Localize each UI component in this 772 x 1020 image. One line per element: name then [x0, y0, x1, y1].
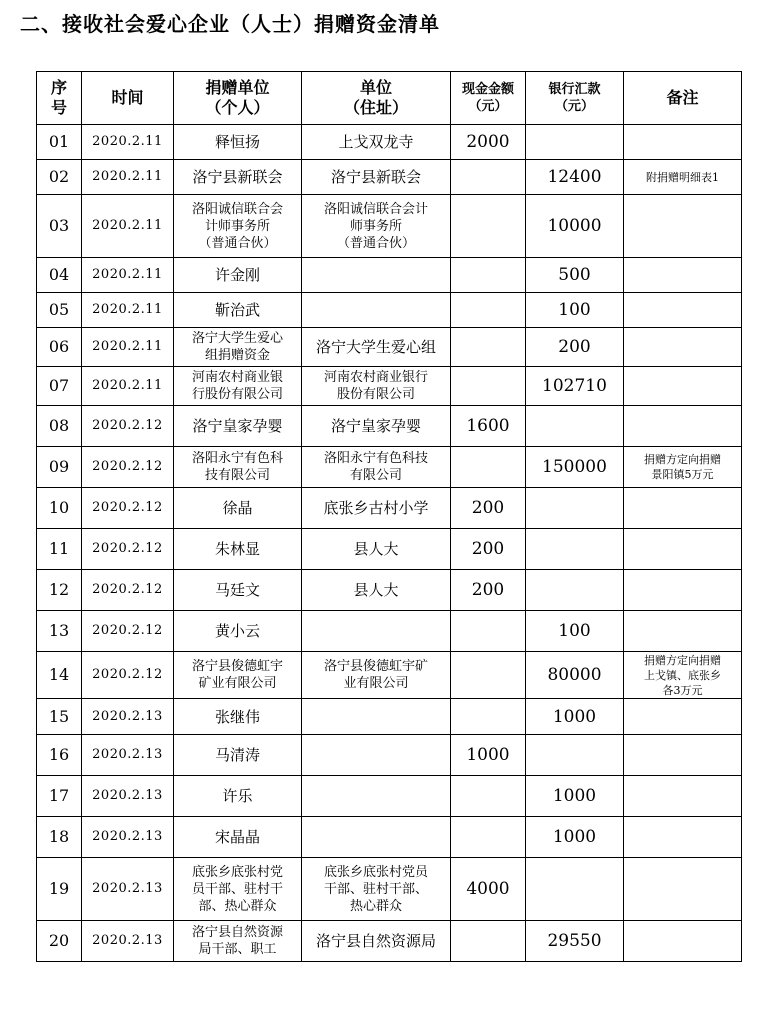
cell-date: 2020.2.11: [82, 125, 174, 160]
table-row: [37, 817, 742, 858]
cell-unit: [302, 258, 451, 293]
cell-note: [624, 817, 742, 858]
cell-date: 2020.2.13: [82, 776, 174, 817]
cell-note: [624, 195, 742, 258]
cell-note: [624, 293, 742, 328]
cell-note: [624, 367, 742, 406]
cell-note: [624, 529, 742, 570]
cell-no: 07: [37, 367, 82, 406]
table-row: [37, 160, 742, 195]
cell-note: [624, 776, 742, 817]
cell-no: 16: [37, 735, 82, 776]
cell-cash: 1000: [451, 735, 526, 776]
cell-no: 20: [37, 921, 82, 962]
cell-cash: [451, 258, 526, 293]
cell-no: 03: [37, 195, 82, 258]
cell-note: [624, 858, 742, 921]
cell-unit: 洛宁县自然资源局: [302, 921, 451, 962]
table-header-row: [37, 72, 742, 125]
cell-date: 2020.2.12: [82, 611, 174, 652]
cell-no: 19: [37, 858, 82, 921]
cell-unit: [302, 776, 451, 817]
cell-date: 2020.2.13: [82, 817, 174, 858]
cell-unit: [302, 817, 451, 858]
table-row: [37, 611, 742, 652]
cell-no: 05: [37, 293, 82, 328]
cell-bank: [526, 529, 624, 570]
cell-cash: 200: [451, 529, 526, 570]
cell-donor: 洛阳永宁有色科 技有限公司: [174, 447, 302, 488]
cell-bank: 100: [526, 611, 624, 652]
table-row: [37, 328, 742, 367]
cell-cash: [451, 652, 526, 699]
cell-no: 15: [37, 699, 82, 735]
cell-donor: 洛宁皇家孕婴: [174, 406, 302, 447]
cell-unit: 洛宁大学生爱心组: [302, 328, 451, 367]
cell-unit: 河南农村商业银行 股份有限公司: [302, 367, 451, 406]
cell-cash: 1600: [451, 406, 526, 447]
cell-donor: 马廷文: [174, 570, 302, 611]
cell-no: 10: [37, 488, 82, 529]
cell-cash: [451, 699, 526, 735]
cell-note: [624, 328, 742, 367]
cell-donor: 马清涛: [174, 735, 302, 776]
cell-unit: [302, 611, 451, 652]
cell-cash: [451, 611, 526, 652]
cell-note: [624, 406, 742, 447]
cell-donor: 朱林显: [174, 529, 302, 570]
cell-cash: [451, 921, 526, 962]
cell-no: 08: [37, 406, 82, 447]
table-row: [37, 406, 742, 447]
table-row: [37, 293, 742, 328]
cell-no: 14: [37, 652, 82, 699]
cell-bank: 150000: [526, 447, 624, 488]
cell-cash: [451, 160, 526, 195]
cell-date: 2020.2.13: [82, 921, 174, 962]
cell-cash: [451, 776, 526, 817]
table-row: [37, 125, 742, 160]
table-row: [37, 367, 742, 406]
cell-date: 2020.2.12: [82, 406, 174, 447]
cell-donor: 许乐: [174, 776, 302, 817]
header-bank: 银行汇款 （元）: [526, 72, 624, 125]
cell-note: 附捐赠明细表1: [624, 160, 742, 195]
cell-date: 2020.2.12: [82, 529, 174, 570]
cell-unit: 县人大: [302, 570, 451, 611]
cell-date: 2020.2.12: [82, 488, 174, 529]
cell-bank: 500: [526, 258, 624, 293]
cell-date: 2020.2.11: [82, 293, 174, 328]
cell-no: 04: [37, 258, 82, 293]
cell-bank: [526, 125, 624, 160]
cell-no: 13: [37, 611, 82, 652]
cell-date: 2020.2.12: [82, 570, 174, 611]
cell-no: 17: [37, 776, 82, 817]
cell-note: [624, 258, 742, 293]
table-row: [37, 652, 742, 699]
cell-date: 2020.2.12: [82, 447, 174, 488]
header-time: 时间: [82, 72, 174, 125]
cell-bank: 100: [526, 293, 624, 328]
cell-cash: [451, 195, 526, 258]
cell-donor: 洛阳诚信联合会 计师事务所 （普通合伙）: [174, 195, 302, 258]
table-row: [37, 488, 742, 529]
header-unit: 单位 （住址）: [302, 72, 451, 125]
header-note: 备注: [624, 72, 742, 125]
cell-unit: [302, 293, 451, 328]
cell-date: 2020.2.11: [82, 367, 174, 406]
cell-cash: 200: [451, 488, 526, 529]
cell-date: 2020.2.13: [82, 858, 174, 921]
header-cash: 现金金额 （元）: [451, 72, 526, 125]
cell-no: 11: [37, 529, 82, 570]
table-row: [37, 858, 742, 921]
cell-donor: 河南农村商业银 行股份有限公司: [174, 367, 302, 406]
cell-unit: 底张乡古村小学: [302, 488, 451, 529]
cell-cash: [451, 293, 526, 328]
cell-donor: 靳治武: [174, 293, 302, 328]
cell-donor: 洛宁县自然资源 局干部、职工: [174, 921, 302, 962]
cell-cash: 4000: [451, 858, 526, 921]
cell-note: [624, 921, 742, 962]
header-donor: 捐赠单位 （个人）: [174, 72, 302, 125]
cell-no: 09: [37, 447, 82, 488]
cell-bank: 102710: [526, 367, 624, 406]
cell-unit: [302, 735, 451, 776]
cell-bank: [526, 858, 624, 921]
table-row: [37, 195, 742, 258]
cell-unit: 底张乡底张村党员 干部、驻村干部、 热心群众: [302, 858, 451, 921]
cell-donor: 底张乡底张村党 员干部、驻村干 部、热心群众: [174, 858, 302, 921]
cell-bank: 1000: [526, 817, 624, 858]
cell-donor: 洛宁县俊德虹宇 矿业有限公司: [174, 652, 302, 699]
table-row: [37, 258, 742, 293]
cell-donor: 宋晶晶: [174, 817, 302, 858]
cell-bank: 10000: [526, 195, 624, 258]
cell-unit: [302, 699, 451, 735]
cell-bank: [526, 488, 624, 529]
donation-table: [36, 71, 742, 962]
cell-donor: 洛宁大学生爱心 组捐赠资金: [174, 328, 302, 367]
cell-unit: 洛阳永宁有色科技 有限公司: [302, 447, 451, 488]
cell-unit: 洛宁县新联会: [302, 160, 451, 195]
table-row: [37, 447, 742, 488]
cell-bank: 1000: [526, 699, 624, 735]
cell-no: 02: [37, 160, 82, 195]
cell-donor: 许金刚: [174, 258, 302, 293]
cell-donor: 黄小云: [174, 611, 302, 652]
cell-note: [624, 735, 742, 776]
cell-no: 06: [37, 328, 82, 367]
cell-cash: [451, 817, 526, 858]
table-row: [37, 699, 742, 735]
cell-cash: [451, 367, 526, 406]
cell-donor: 张继伟: [174, 699, 302, 735]
cell-note: [624, 488, 742, 529]
cell-note: 捐赠方定向捐赠 景阳镇5万元: [624, 447, 742, 488]
cell-donor: 释恒扬: [174, 125, 302, 160]
cell-date: 2020.2.11: [82, 195, 174, 258]
cell-date: 2020.2.11: [82, 160, 174, 195]
cell-note: 捐赠方定向捐赠 上戈镇、底张乡 各3万元: [624, 652, 742, 699]
cell-note: [624, 570, 742, 611]
table-row: [37, 921, 742, 962]
cell-no: 18: [37, 817, 82, 858]
cell-unit: 洛宁皇家孕婴: [302, 406, 451, 447]
table-row: [37, 776, 742, 817]
header-no: 序 号: [37, 72, 82, 125]
cell-unit: 洛宁县俊德虹宇矿 业有限公司: [302, 652, 451, 699]
cell-date: 2020.2.11: [82, 258, 174, 293]
cell-bank: 29550: [526, 921, 624, 962]
cell-date: 2020.2.11: [82, 328, 174, 367]
cell-cash: [451, 328, 526, 367]
cell-no: 01: [37, 125, 82, 160]
cell-unit: 洛阳诚信联合会计 师事务所 （普通合伙）: [302, 195, 451, 258]
cell-cash: 200: [451, 570, 526, 611]
cell-note: [624, 125, 742, 160]
cell-unit: 县人大: [302, 529, 451, 570]
table-row: [37, 735, 742, 776]
cell-date: 2020.2.13: [82, 699, 174, 735]
cell-note: [624, 611, 742, 652]
cell-date: 2020.2.12: [82, 652, 174, 699]
cell-cash: [451, 447, 526, 488]
cell-bank: 200: [526, 328, 624, 367]
cell-note: [624, 699, 742, 735]
cell-cash: 2000: [451, 125, 526, 160]
cell-date: 2020.2.13: [82, 735, 174, 776]
cell-unit: 上戈双龙寺: [302, 125, 451, 160]
cell-donor: 徐晶: [174, 488, 302, 529]
cell-bank: 80000: [526, 652, 624, 699]
cell-bank: 1000: [526, 776, 624, 817]
cell-bank: [526, 570, 624, 611]
cell-bank: 12400: [526, 160, 624, 195]
table-row: [37, 570, 742, 611]
cell-bank: [526, 406, 624, 447]
document-title: 二、接收社会爱心企业（人士）捐赠资金清单: [20, 12, 440, 36]
cell-donor: 洛宁县新联会: [174, 160, 302, 195]
table-row: [37, 529, 742, 570]
cell-no: 12: [37, 570, 82, 611]
cell-bank: [526, 735, 624, 776]
